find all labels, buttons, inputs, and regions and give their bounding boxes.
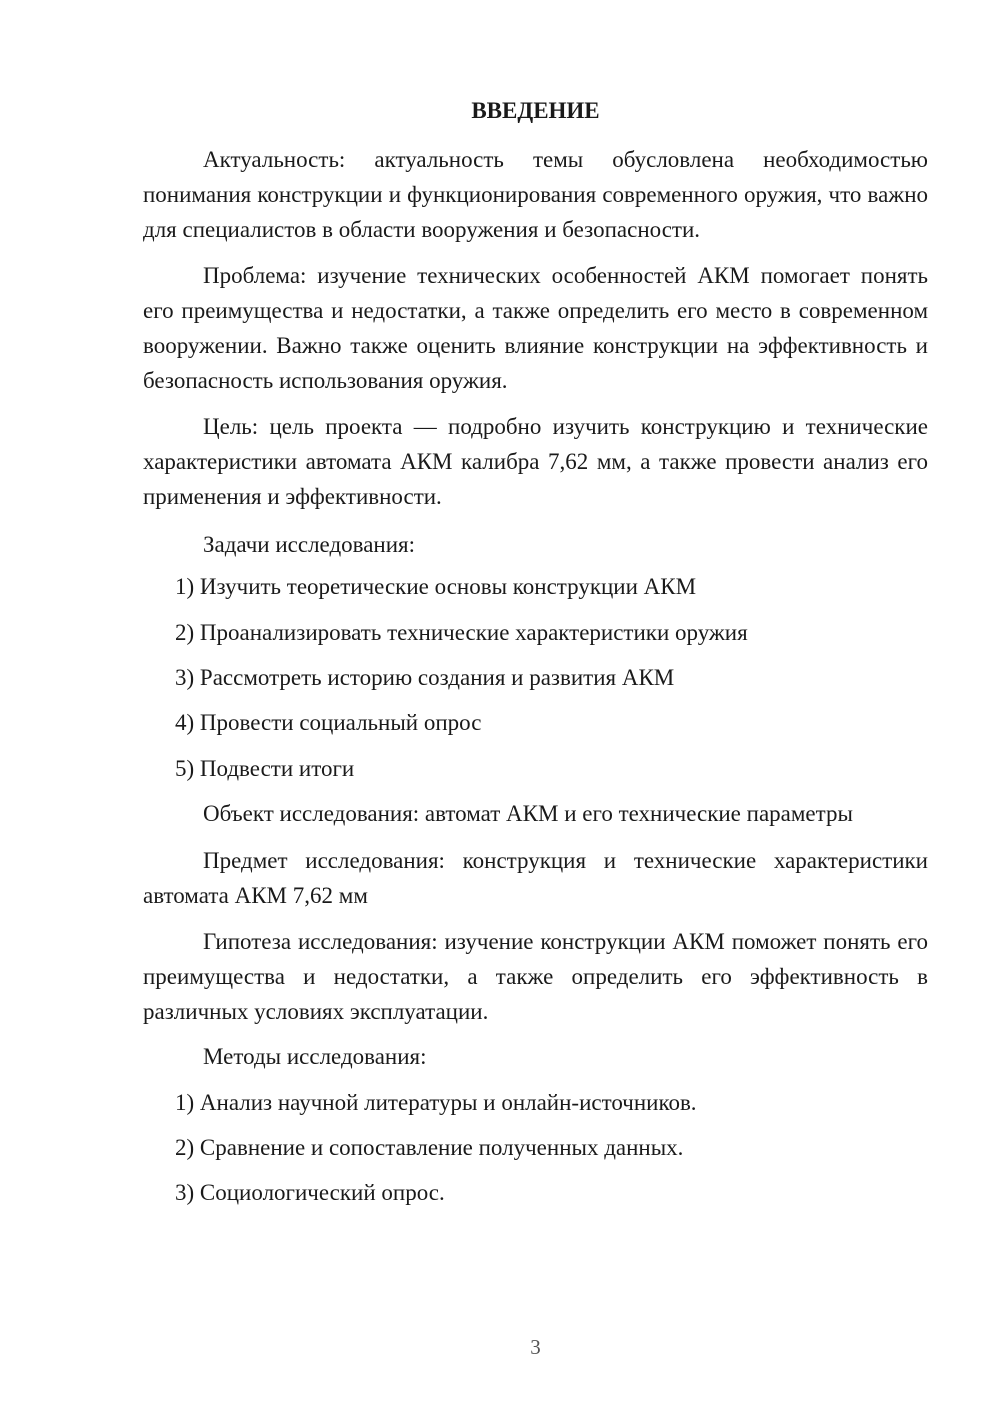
- hypothesis-paragraph: Гипотеза исследования: изучение конструкции АКМ поможет понять его преимущества и недостатки, а также определить его эффективность в различных условиях эксплуатации.: [143, 929, 928, 1024]
- method-item-1: 1) Анализ научной литературы и онлайн-источников.: [175, 1090, 697, 1115]
- object-paragraph: Объект исследования: автомат АКМ и его технические параметры: [203, 801, 853, 826]
- page-title: ВВЕДЕНИЕ: [471, 98, 600, 123]
- goal-paragraph: Цель: цель проекта — подробно изучить конструкцию и технические характеристики автомата АКМ калибра 7,62 мм, а также провести анализ его применения и эффективности.: [143, 414, 928, 509]
- page-number: 3: [530, 1335, 541, 1359]
- methods-heading: Методы исследования:: [203, 1044, 427, 1069]
- task-item-2: 2) Проанализировать технические характеристики оружия: [175, 620, 748, 645]
- task-item-1: 1) Изучить теоретические основы конструкции АКМ: [175, 574, 697, 599]
- document-page: [143, 0, 928, 1414]
- relevance-paragraph: Актуальность: актуальность темы обусловлена необходимостью понимания конструкции и функционирования современного оружия, что важно для специалистов в области вооружения и безопасности.: [143, 147, 928, 242]
- task-item-5: 5) Подвести итоги: [175, 756, 355, 781]
- method-item-3: 3) Социологический опрос.: [175, 1180, 445, 1205]
- problem-paragraph: Проблема: изучение технических особенностей АКМ помогает понять его преимущества и недостатки, а также определить его место в современном вооружении. Важно также оценить влияние конструкции на эффективность и безопасность использования оружия.: [143, 263, 928, 393]
- task-item-4: 4) Провести социальный опрос: [175, 710, 482, 735]
- tasks-heading: Задачи исследования:: [203, 532, 416, 557]
- method-item-2: 2) Сравнение и сопоставление полученных данных.: [175, 1135, 684, 1160]
- task-item-3: 3) Рассмотреть историю создания и развития АКМ: [175, 665, 675, 690]
- subject-paragraph: Предмет исследования: конструкция и технические характеристики автомата АКМ 7,62 мм: [143, 848, 928, 908]
